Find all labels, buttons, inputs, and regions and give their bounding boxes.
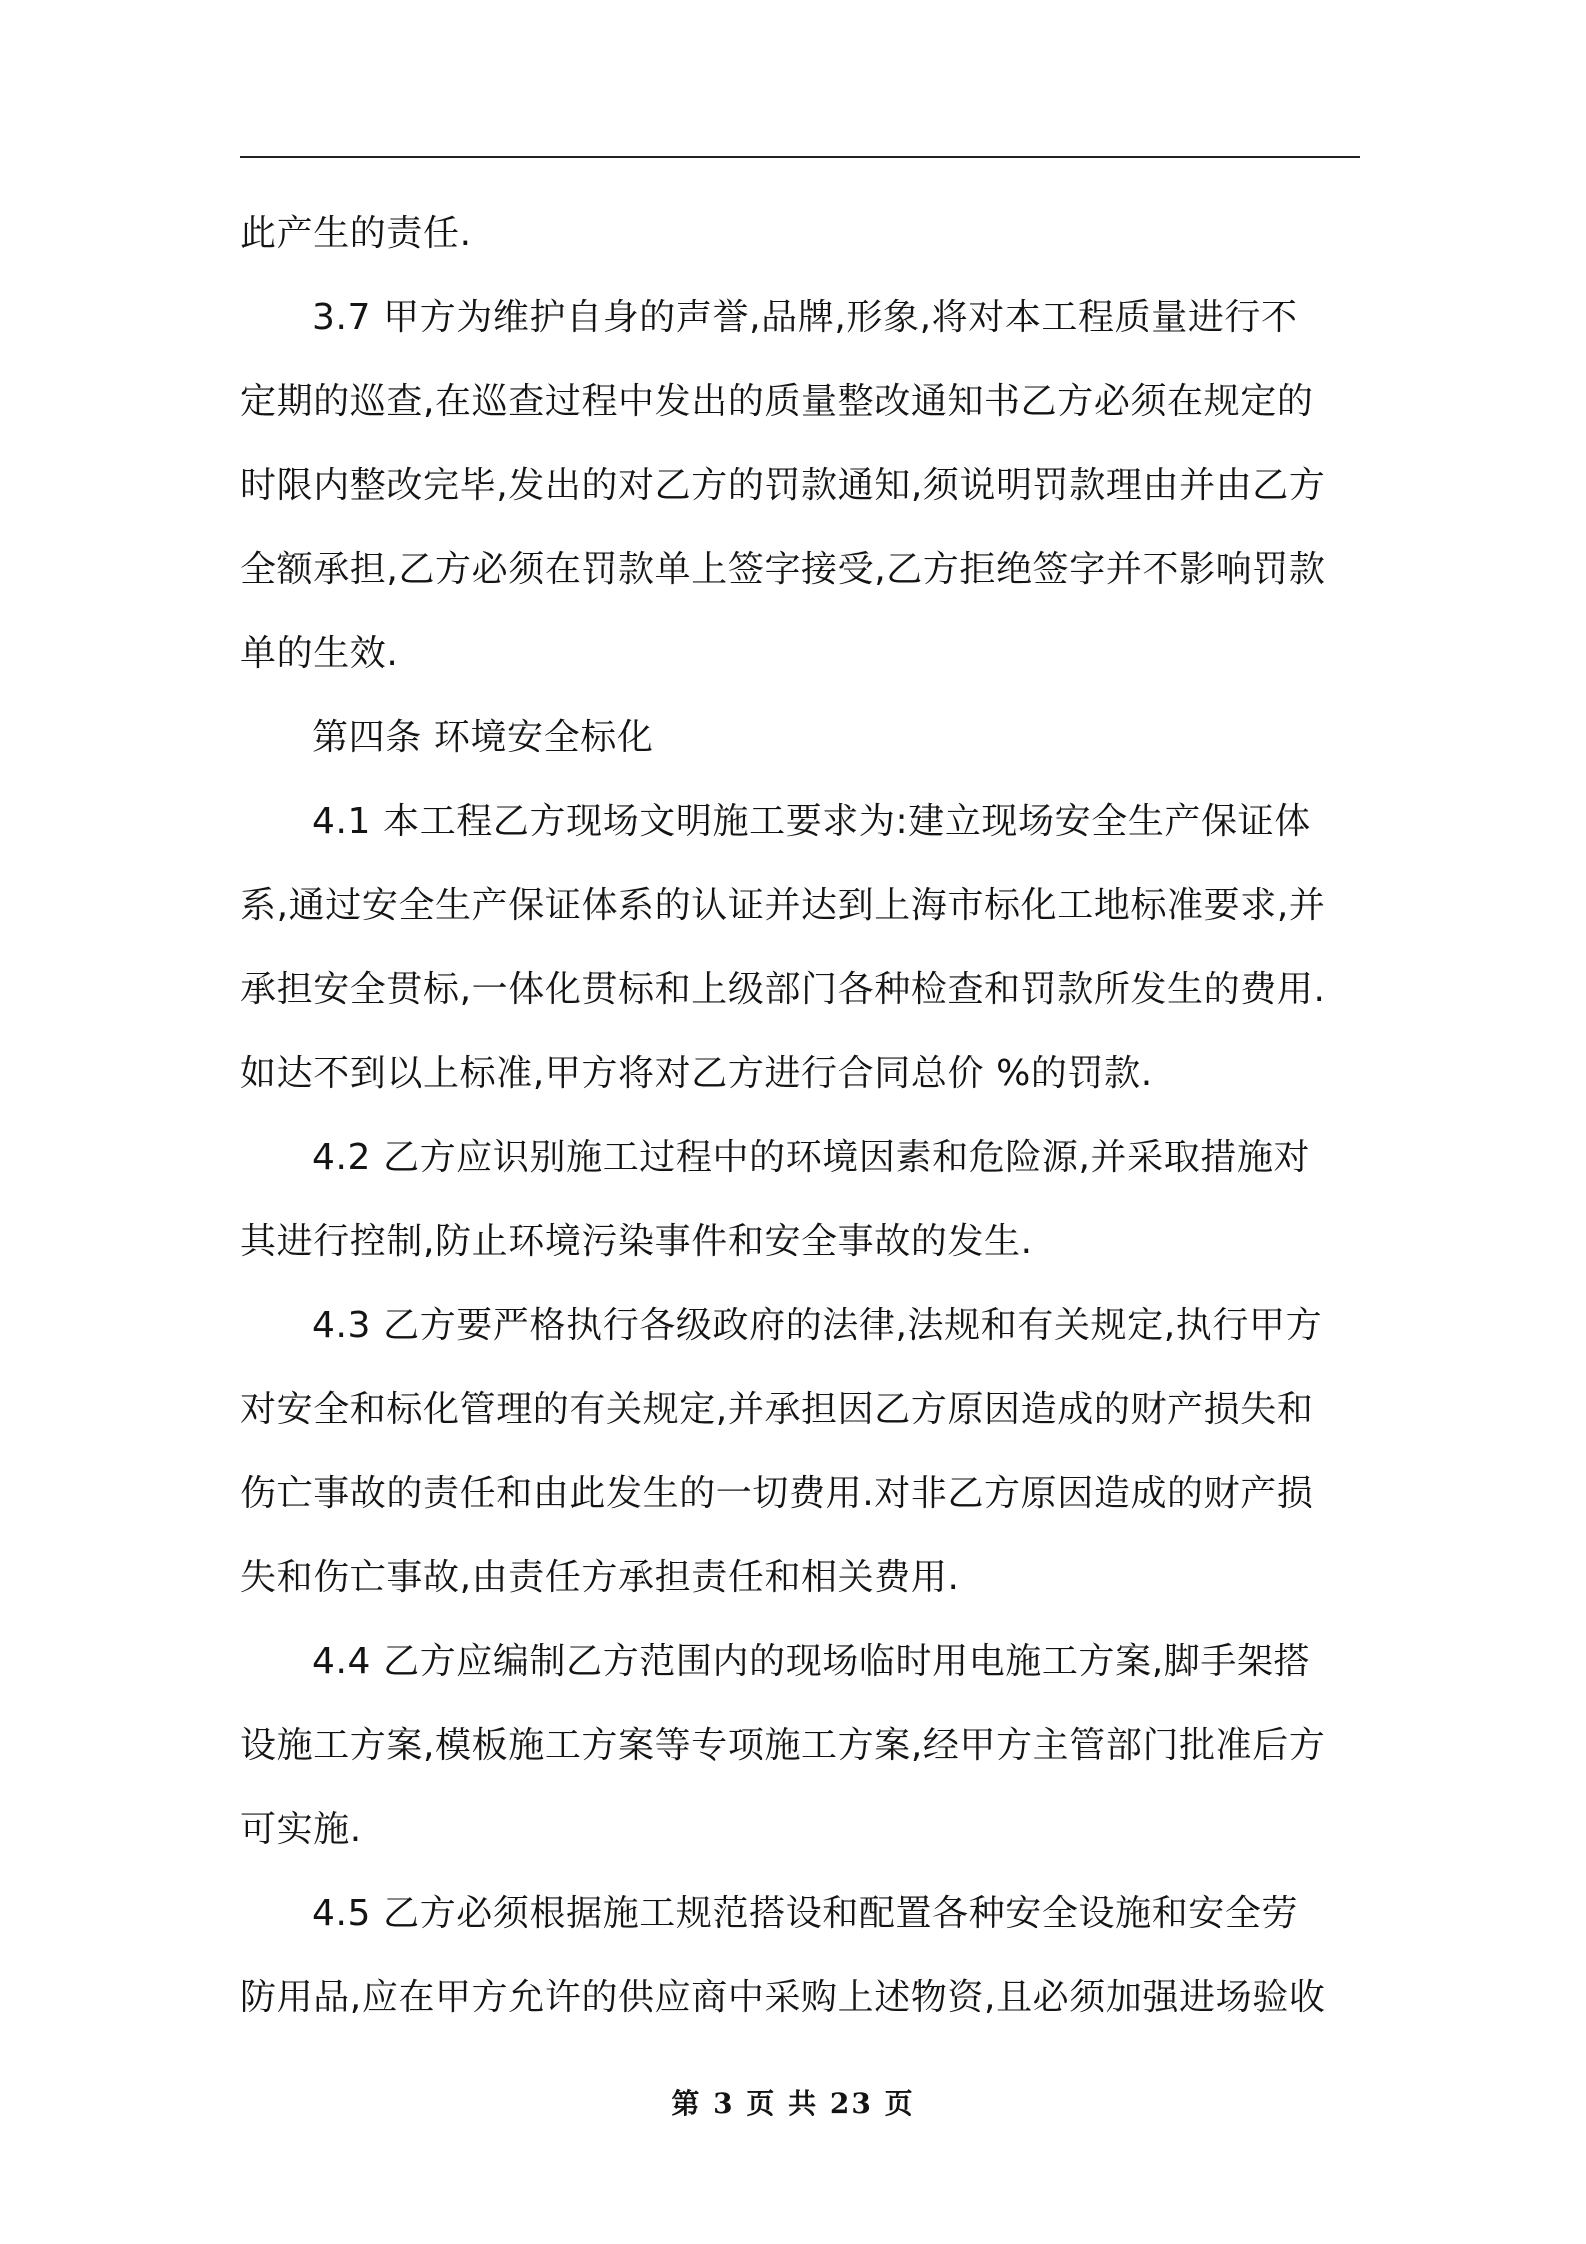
clause-4-3-line: 4.3 乙方要严格执行各级政府的法律,法规和有关规定,执行甲方 bbox=[312, 1305, 1323, 1346]
text-line: 失和伤亡事故,由责任方承担责任和相关费用. bbox=[240, 1557, 960, 1598]
header-rule bbox=[240, 156, 1360, 158]
text-line: 单的生效. bbox=[240, 633, 399, 674]
text-line: 防用品,应在甲方允许的供应商中采购上述物资,且必须加强进场验收 bbox=[240, 1977, 1326, 2018]
text-line: 系,通过安全生产保证体系的认证并达到上海市标化工地标准要求,并 bbox=[240, 885, 1326, 926]
text-line: 可实施. bbox=[240, 1809, 362, 1850]
clause-4-5-line: 4.5 乙方必须根据施工规范搭设和配置各种安全设施和安全劳 bbox=[312, 1893, 1299, 1934]
document-body bbox=[240, 192, 1360, 2040]
clause-4-4-line: 4.4 乙方应编制乙方范围内的现场临时用电施工方案,脚手架搭 bbox=[312, 1641, 1311, 1682]
text-line: 其进行控制,防止环境污染事件和安全事故的发生. bbox=[240, 1221, 1033, 1262]
clause-4-2-line: 4.2 乙方应识别施工过程中的环境因素和危险源,并采取措施对 bbox=[312, 1137, 1311, 1178]
text-line: 此产生的责任. bbox=[240, 213, 472, 254]
clause-4-1-line: 4.1 本工程乙方现场文明施工要求为:建立现场安全生产保证体 bbox=[312, 801, 1311, 842]
text-line: 设施工方案,模板施工方案等专项施工方案,经甲方主管部门批准后方 bbox=[240, 1725, 1326, 1766]
text-line: 对安全和标化管理的有关规定,并承担因乙方原因造成的财产损失和 bbox=[240, 1389, 1314, 1430]
text-line: 承担安全贯标,一体化贯标和上级部门各种检查和罚款所发生的费用. bbox=[240, 969, 1326, 1010]
section-heading-article-4: 第四条 环境安全标化 bbox=[312, 717, 654, 758]
text-line: 时限内整改完毕,发出的对乙方的罚款通知,须说明罚款理由并由乙方 bbox=[240, 465, 1326, 506]
text-line: 如达不到以上标准,甲方将对乙方进行合同总价 %的罚款. bbox=[240, 1053, 1153, 1094]
page-number-footer: 第 3 页 共 23 页 bbox=[671, 2087, 915, 2120]
clause-3-7-line: 3.7 甲方为维护自身的声誉,品牌,形象,将对本工程质量进行不 bbox=[312, 297, 1298, 338]
text-line: 定期的巡查,在巡查过程中发出的质量整改通知书乙方必须在规定的 bbox=[240, 381, 1314, 422]
text-line: 全额承担,乙方必须在罚款单上签字接受,乙方拒绝签字并不影响罚款 bbox=[240, 549, 1326, 590]
text-line: 伤亡事故的责任和由此发生的一切费用.对非乙方原因造成的财产损 bbox=[240, 1473, 1314, 1514]
